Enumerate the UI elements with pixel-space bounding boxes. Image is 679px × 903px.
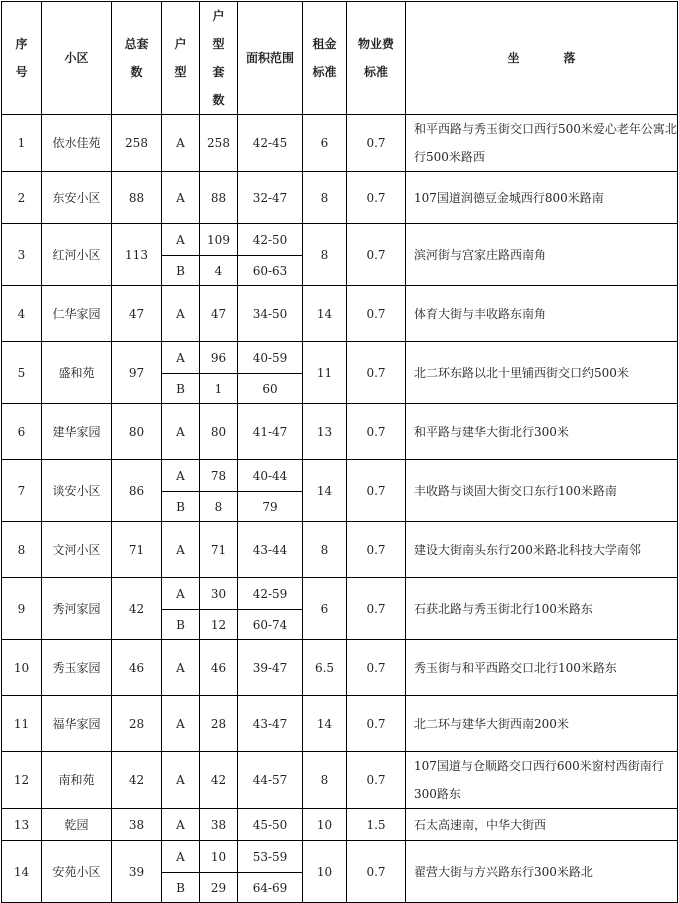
row-area: 40-44: [238, 460, 303, 492]
table-row: [2, 172, 678, 224]
table-row: [2, 115, 678, 172]
row-unit-count: 258: [200, 115, 238, 172]
row-area: 40-59: [238, 342, 303, 374]
row-fee: 0.7: [347, 841, 406, 903]
row-fee: 0.7: [347, 460, 406, 522]
row-community: 建华家园: [42, 404, 112, 460]
table-row: [2, 404, 678, 460]
row-total: 113: [112, 224, 162, 286]
row-unit-count: 96: [200, 342, 238, 374]
row-area: 43-44: [238, 522, 303, 578]
row-total: 86: [112, 460, 162, 522]
row-no: 9: [2, 578, 42, 640]
row-unit-type: B: [162, 374, 200, 404]
row-unit-count: 88: [200, 172, 238, 224]
row-unit-type: B: [162, 610, 200, 640]
header-fee: 物业费标准: [347, 2, 406, 115]
row-no: 1: [2, 115, 42, 172]
row-total: 80: [112, 404, 162, 460]
row-unit-count: 4: [200, 256, 238, 286]
row-unit-count: 109: [200, 224, 238, 256]
row-total: 38: [112, 809, 162, 841]
row-fee: 0.7: [347, 342, 406, 404]
row-community: 福华家园: [42, 696, 112, 752]
row-area: 79: [238, 492, 303, 522]
header-unit-type: 户型: [162, 2, 200, 115]
row-area: 60-74: [238, 610, 303, 640]
row-unit-count: 47: [200, 286, 238, 342]
row-unit-count: 8: [200, 492, 238, 522]
housing-table: [1, 1, 678, 903]
row-unit-type: A: [162, 640, 200, 696]
row-community: 依水佳苑: [42, 115, 112, 172]
row-total: 97: [112, 342, 162, 404]
row-unit-type: A: [162, 522, 200, 578]
row-fee: 1.5: [347, 809, 406, 841]
header-community: 小区: [42, 2, 112, 115]
row-location: 滨河街与宫家庄路西南角: [406, 224, 678, 286]
row-area: 45-50: [238, 809, 303, 841]
table-row: [2, 522, 678, 578]
row-no: 6: [2, 404, 42, 460]
row-total: 39: [112, 841, 162, 903]
row-fee: 0.7: [347, 578, 406, 640]
row-unit-type: A: [162, 342, 200, 374]
row-rent: 8: [303, 752, 347, 809]
row-location: 107国道与仓顺路交口西行600米窗村西街南行300路东: [406, 752, 678, 809]
row-rent: 11: [303, 342, 347, 404]
row-unit-count: 71: [200, 522, 238, 578]
row-area: 42-50: [238, 224, 303, 256]
row-location: 和平路与建华大街北行300米: [406, 404, 678, 460]
row-fee: 0.7: [347, 404, 406, 460]
row-no: 11: [2, 696, 42, 752]
row-location: 107国道润德豆金城西行800米路南: [406, 172, 678, 224]
row-community: 红河小区: [42, 224, 112, 286]
row-unit-type: A: [162, 404, 200, 460]
row-no: 4: [2, 286, 42, 342]
row-total: 47: [112, 286, 162, 342]
header-unit-count: 户型套数: [200, 2, 238, 115]
table-row: [2, 342, 678, 374]
table-row: [2, 809, 678, 841]
row-area: 42-59: [238, 578, 303, 610]
row-unit-type: A: [162, 460, 200, 492]
table-row: [2, 578, 678, 610]
table-body: [2, 115, 678, 903]
row-location: 北二环与建华大街西南200米: [406, 696, 678, 752]
row-area: 53-59: [238, 841, 303, 873]
row-unit-count: 42: [200, 752, 238, 809]
row-community: 秀河家园: [42, 578, 112, 640]
row-location: 石太高速南，中华大街西: [406, 809, 678, 841]
row-no: 2: [2, 172, 42, 224]
row-fee: 0.7: [347, 286, 406, 342]
row-fee: 0.7: [347, 696, 406, 752]
row-unit-type: A: [162, 696, 200, 752]
row-no: 7: [2, 460, 42, 522]
row-area: 60: [238, 374, 303, 404]
row-unit-count: 29: [200, 873, 238, 903]
row-no: 14: [2, 841, 42, 903]
row-unit-count: 28: [200, 696, 238, 752]
row-area: 64-69: [238, 873, 303, 903]
row-fee: 0.7: [347, 224, 406, 286]
row-rent: 8: [303, 172, 347, 224]
row-community: 文河小区: [42, 522, 112, 578]
row-location: 石获北路与秀玉街北行100米路东: [406, 578, 678, 640]
row-total: 71: [112, 522, 162, 578]
row-unit-type: A: [162, 115, 200, 172]
header-location-b: 落: [563, 51, 576, 65]
row-unit-count: 80: [200, 404, 238, 460]
row-unit-count: 46: [200, 640, 238, 696]
header-rent: 租金标准: [303, 2, 347, 115]
row-rent: 6: [303, 578, 347, 640]
header-area: 面积范围: [238, 2, 303, 115]
row-unit-type: B: [162, 256, 200, 286]
row-area: 32-47: [238, 172, 303, 224]
table-row: [2, 460, 678, 492]
table-row: [2, 841, 678, 873]
row-rent: 8: [303, 522, 347, 578]
row-unit-type: A: [162, 286, 200, 342]
header-location: [406, 2, 678, 115]
table-row: [2, 640, 678, 696]
row-location: 建设大街南头东行200米路北科技大学南邻: [406, 522, 678, 578]
row-area: 43-47: [238, 696, 303, 752]
row-unit-type: A: [162, 752, 200, 809]
row-unit-type: A: [162, 172, 200, 224]
row-rent: 14: [303, 696, 347, 752]
row-fee: 0.7: [347, 522, 406, 578]
row-unit-type: A: [162, 809, 200, 841]
row-location: 体育大街与丰收路东南角: [406, 286, 678, 342]
row-area: 39-47: [238, 640, 303, 696]
row-community: 东安小区: [42, 172, 112, 224]
row-unit-type: B: [162, 492, 200, 522]
row-community: 乾园: [42, 809, 112, 841]
row-rent: 13: [303, 404, 347, 460]
row-no: 8: [2, 522, 42, 578]
row-total: 42: [112, 578, 162, 640]
row-total: 88: [112, 172, 162, 224]
row-rent: 14: [303, 460, 347, 522]
row-fee: 0.7: [347, 172, 406, 224]
row-unit-type: A: [162, 578, 200, 610]
row-location: 翟营大街与方兴路东行300米路北: [406, 841, 678, 903]
row-location: 和平西路与秀玉街交口西行500米爱心老年公寓北行500米路西: [406, 115, 678, 172]
row-unit-count: 1: [200, 374, 238, 404]
header-location-a: 坐: [507, 51, 520, 65]
row-rent: 10: [303, 809, 347, 841]
row-community: 安苑小区: [42, 841, 112, 903]
header-no: 序号: [2, 2, 42, 115]
row-total: 258: [112, 115, 162, 172]
row-unit-count: 12: [200, 610, 238, 640]
header-total: 总套数: [112, 2, 162, 115]
row-rent: 14: [303, 286, 347, 342]
row-area: 41-47: [238, 404, 303, 460]
row-unit-count: 38: [200, 809, 238, 841]
row-unit-count: 78: [200, 460, 238, 492]
row-unit-count: 30: [200, 578, 238, 610]
row-unit-type: B: [162, 873, 200, 903]
row-unit-count: 10: [200, 841, 238, 873]
table-row: [2, 752, 678, 809]
row-location: 北二环东路以北十里铺西街交口约500米: [406, 342, 678, 404]
row-no: 5: [2, 342, 42, 404]
row-area: 44-57: [238, 752, 303, 809]
row-location: 丰收路与谈固大街交口东行100米路南: [406, 460, 678, 522]
row-rent: 8: [303, 224, 347, 286]
row-unit-type: A: [162, 224, 200, 256]
row-no: 12: [2, 752, 42, 809]
row-no: 10: [2, 640, 42, 696]
row-location: 秀玉街与和平西路交口北行100米路东: [406, 640, 678, 696]
row-fee: 0.7: [347, 752, 406, 809]
row-no: 3: [2, 224, 42, 286]
table-row: [2, 224, 678, 256]
row-fee: 0.7: [347, 640, 406, 696]
row-community: 秀玉家园: [42, 640, 112, 696]
row-area: 42-45: [238, 115, 303, 172]
row-community: 谈安小区: [42, 460, 112, 522]
row-community: 盛和苑: [42, 342, 112, 404]
row-total: 42: [112, 752, 162, 809]
row-total: 28: [112, 696, 162, 752]
row-total: 46: [112, 640, 162, 696]
row-rent: 10: [303, 841, 347, 903]
table-row: [2, 696, 678, 752]
row-rent: 6: [303, 115, 347, 172]
row-area: 60-63: [238, 256, 303, 286]
row-area: 34-50: [238, 286, 303, 342]
row-community: 南和苑: [42, 752, 112, 809]
row-fee: 0.7: [347, 115, 406, 172]
table-row: [2, 286, 678, 342]
header-row: [2, 2, 678, 115]
row-rent: 6.5: [303, 640, 347, 696]
row-no: 13: [2, 809, 42, 841]
row-community: 仁华家园: [42, 286, 112, 342]
row-unit-type: A: [162, 841, 200, 873]
